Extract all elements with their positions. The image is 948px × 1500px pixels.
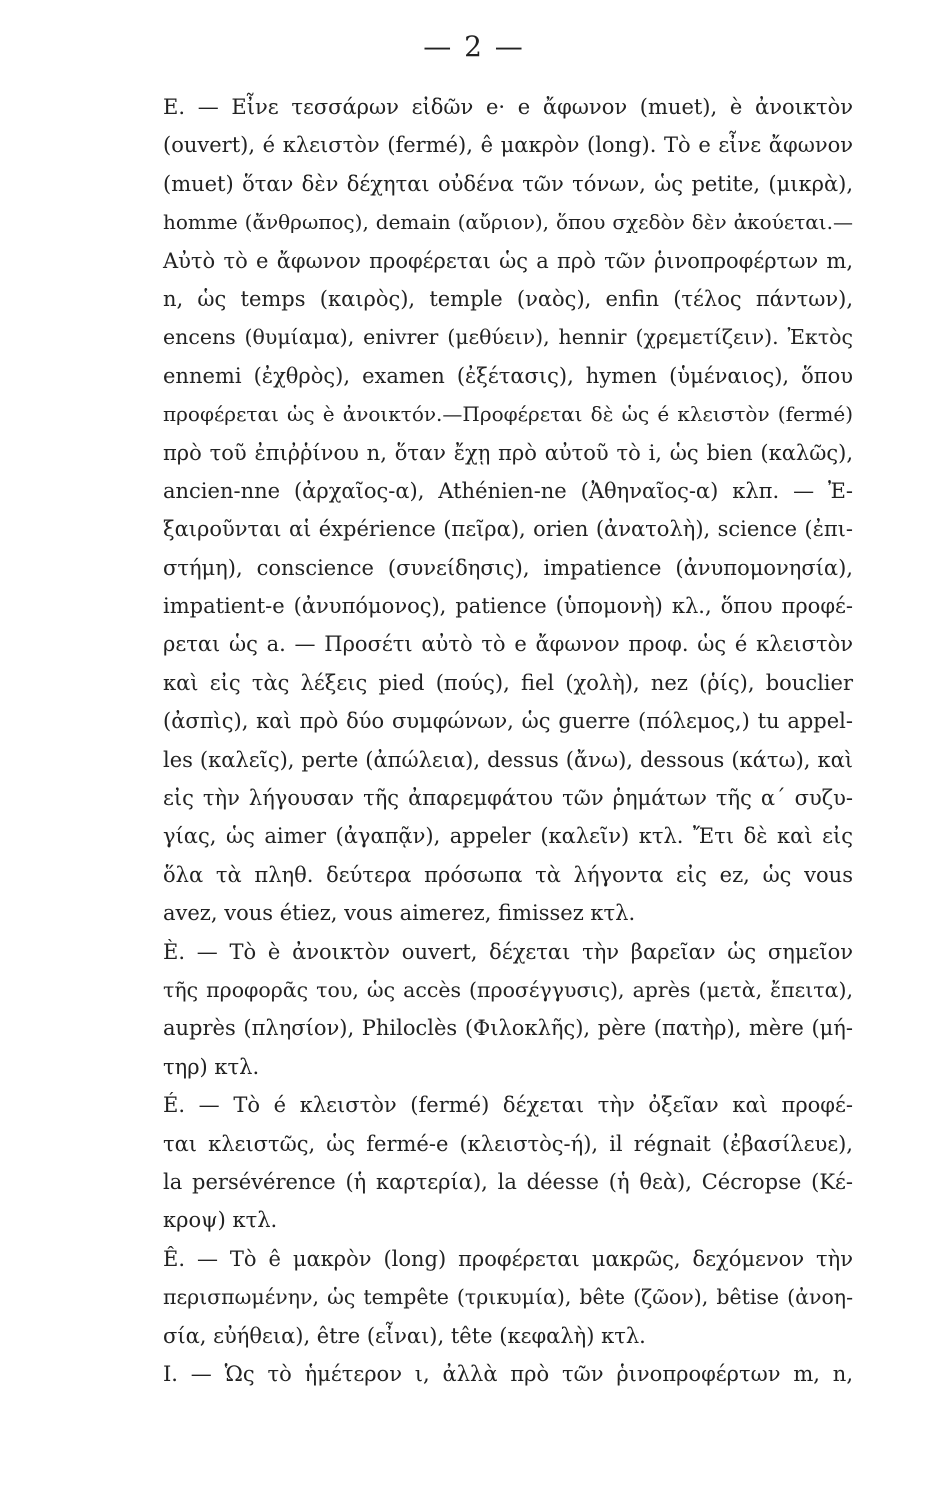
text-line: É. — Τὸ é κλειστὸν (fermé) δέχεται τὴν ὀξεῖαν καὶ προφέ- [163,1093,853,1118]
text-line: impatient-e (ἀνυπόμονος), patience (ὑπομονὴ) κλ., ὅπου προφέ- [163,594,853,619]
text-line: auprès (πλησίον), Philoclès (Φιλοκλῆς), père (πατὴρ), mère (μή- [163,1016,853,1041]
text-line: homme (ἄνθρωπος), demain (αὔριον), ὅπου σχεδὸν δὲν ἀκούεται.— [163,210,853,235]
text-line: πρὸ τοῦ ἐπιῤῥίνου n, ὅταν ἔχῃ πρὸ αὐτοῦ τὸ i, ὡς bien (καλῶς), [163,440,853,465]
text-line: Αὐτὸ τὸ e ἄφωνον προφέρεται ὡς a πρὸ τῶν ῥινοπροφέρτων m, [163,248,853,273]
text-line: E. — Εἶνε τεσσάρων εἰδῶν e· e ἄφωνον (muet), è ἀνοικτὸν [163,95,853,119]
text-line: κροψ) κτλ. [163,1208,278,1233]
text-line: προφέρεται ὡς è ἀνοικτόν.—Προφέρεται δὲ ὡς é κλειστὸν (fermé) [163,402,853,427]
text-line: ται κλειστῶς, ὡς fermé-e (κλειστὸς-ή), il régnait (ἐβασίλευε), [163,1131,853,1156]
text-line: Ê. — Τὸ ê μακρὸν (long) προφέρεται μακρῶς, δεχόμενον τὴν [163,1246,853,1271]
text-line: È. — Τὸ è ἀνοικτὸν ouvert, δέχεται τὴν βαρεῖαν ὡς σημεῖον [163,939,853,964]
text-line: ὅλα τὰ πληθ. δεύτερα πρόσωπα τὰ λήγοντα εἰς ez, ὡς vous [163,862,853,887]
text-line: γίας, ὡς aimer (ἀγαπᾷν), appeler (καλεῖν) κτλ. Ἔτι δὲ καὶ εἰς [163,824,853,849]
text-line: καὶ εἰς τὰς λέξεις pied (πούς), fiel (χολὴ), nez (ῥίς), bouclier [163,670,853,695]
page-body [163,88,853,1393]
text-line: εἰς τὴν λήγουσαν τῆς ἀπαρεμφάτου τῶν ῥημάτων τῆς α΄ συζυ- [163,786,853,811]
text-line: encens (θυμίαμα), enivrer (μεθύειν), hennir (χρεμετίζειν). Ἐκτὸς [163,325,853,350]
text-line: avez, vous étiez, vous aimerez, fimissez κτλ. [163,901,636,926]
text-line: ρεται ὡς a. — Προσέτι αὐτὸ τὸ e ἄφωνον προφ. ὡς é κλειστὸν [163,632,853,657]
text-line: ξαιροῦνται αἱ éxpérience (πεῖρα), orien (ἀνατολὴ), science (ἐπι- [163,517,853,542]
page-number: — 2 — [423,30,525,63]
text-line: les (καλεῖς), perte (ἀπώλεια), dessus (ἄνω), dessous (κάτω), καὶ [163,747,853,772]
text-line: (ἀσπὶς), καὶ πρὸ δύο συμφώνων, ὡς guerre (πόλεμος,) tu appel- [163,709,853,734]
text-line: περισπωμένην, ὡς tempête (τρικυμία), bête (ζῶον), bêtise (ἀνοη- [163,1285,853,1310]
text-line: (ouvert), é κλειστὸν (fermé), ê μακρὸν (long). Τὸ e εἶνε ἄφωνον [163,133,853,158]
text-line: la persévérence (ἡ καρτερία), la déesse (ἡ θεὰ), Cécropse (Κέ- [163,1169,853,1194]
text-line: n, ὡς temps (καιρὸς), temple (ναὸς), enfin (τέλος πάντων), [163,286,853,311]
text-line: τῆς προφορᾶς του, ὡς accès (προσέγγυσις), après (μετὰ, ἔπειτα), [163,977,853,1002]
text-line: στήμη), conscience (συνείδησις), impatience (ἀνυπομονησία), [163,555,853,580]
text-line: τηρ) κτλ. [163,1054,260,1079]
text-line: (muet) ὅταν δὲν δέχηται οὐδένα τῶν τόνων, ὡς petite, (μικρὰ), [163,171,853,196]
text-line: σία, εὐήθεια), être (εἶναι), tête (κεφαλὴ) κτλ. [163,1323,646,1348]
text-line: ennemi (ἐχθρὸς), examen (ἐξέτασις), hymen (ὑμέναιος), ὅπου [163,363,853,388]
text-line: ancien-nne (ἀρχαῖος-α), Athénien-ne (Ἀθηναῖος-α) κλπ. — Ἐ- [163,478,853,503]
text-line: I. — Ὡς τὸ ἡμέτερον ι, ἀλλὰ πρὸ τῶν ῥινοπροφέρτων m, n, [163,1361,853,1386]
